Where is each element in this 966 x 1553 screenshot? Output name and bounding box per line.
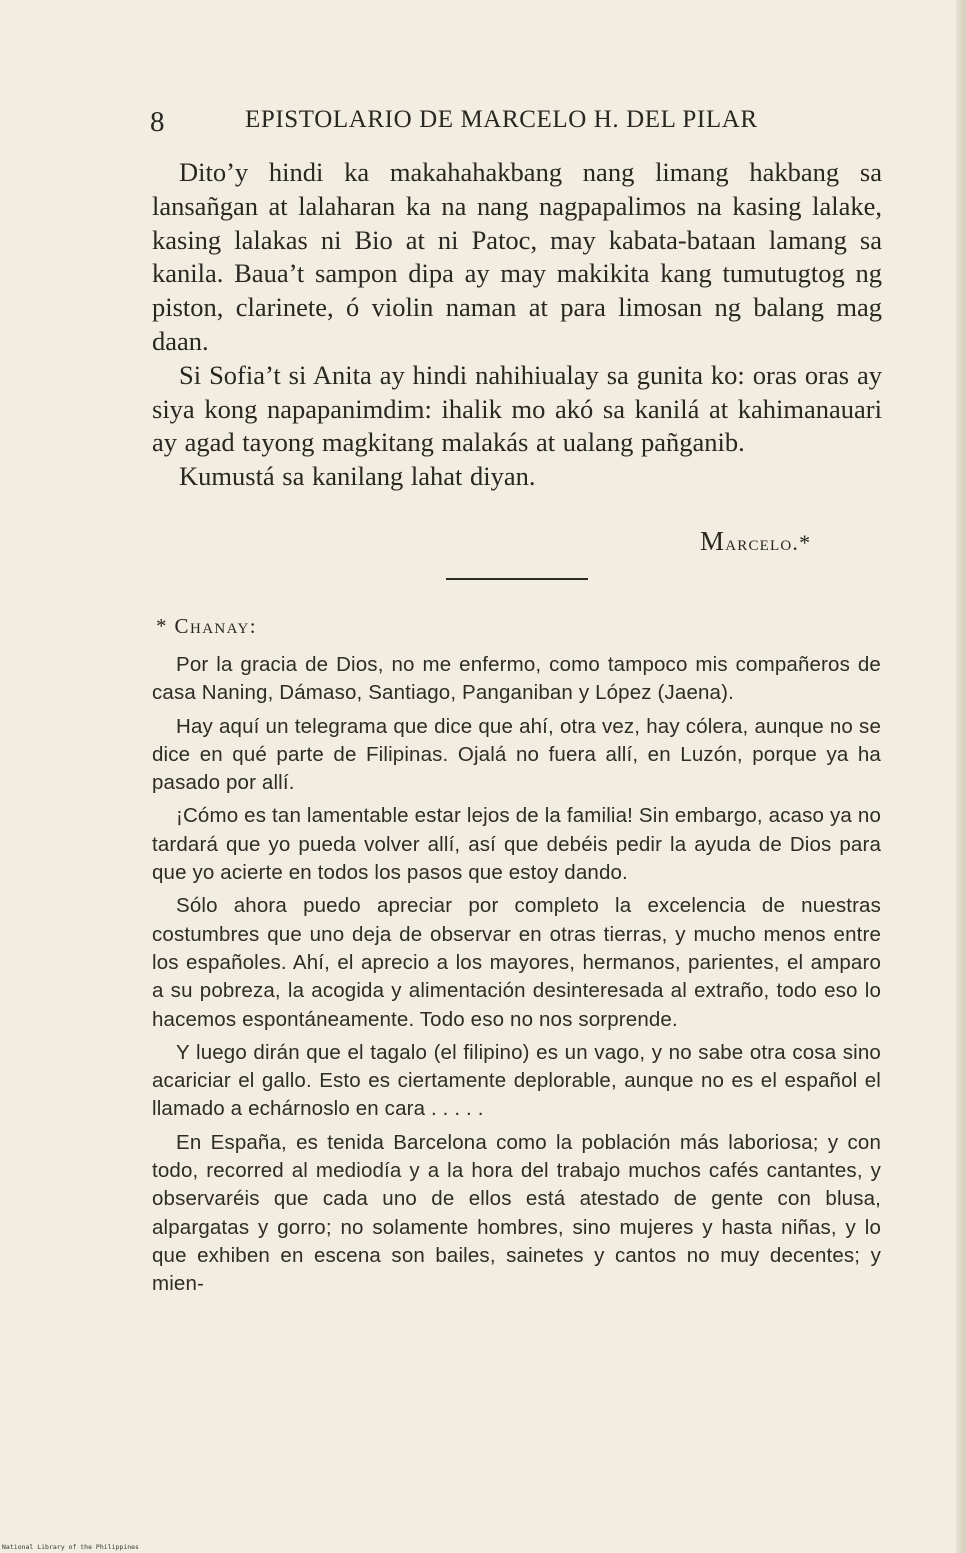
- footnote-paragraph: Sólo ahora puedo apreciar por completo la excelencia de nuestras costumbres que uno deja de observar en otras tierras, y mucho menos entre los españoles. Ahí, el aprecio a los mayores, hermanos, parientes, el amparo a su pobreza, la acogida y alimentación desinteresada al extraño, todo eso lo hacemos espontáneamente. Todo eso no nos sorprende.: [152, 894, 881, 1031]
- running-header: [150, 104, 850, 140]
- letter-paragraph: Dito’y hindi ka makahahakbang nang limang hakbang sa lansañgan at lalaharan ka na nang nagpapalimos na kasing lalake, kasing lalakas ni Bio at ni Patoc, may kabata-bataan lamang sa kanila. Baua’t sampon dipa ay may makikita kang tumutugtog ng piston, clarinete, ó violin naman at para limosan ng balang mag daan.: [152, 157, 882, 356]
- letter-paragraph: Si Sofia’t si Anita ay hindi nahihiualay sa gunita ko: oras oras ay siya kong napapanimdim: ihalik mo akó sa kanilá at kahimanauari ay agad tayong magkitang malakás at ualang pañganib.: [152, 359, 882, 458]
- letter-paragraph: Kumustá sa kanilang lahat diyan.: [179, 461, 536, 492]
- running-header-title: EPISTOLARIO DE MARCELO H. DEL PILAR: [245, 106, 758, 133]
- footnote-paragraph: ¡Cómo es tan lamentable estar lejos de la familia! Sin embargo, acaso ya no tardará que yo pueda volver allí, así que debéis pedir la ayuda de Dios para que yo acierte en todos los pasos que estoy dando.: [152, 804, 881, 885]
- library-stamp: National Library of the Philippines: [2, 1543, 139, 1551]
- footnote-divider: [446, 578, 588, 580]
- scan-edge-shadow: [956, 0, 966, 1553]
- footnote-paragraph: En España, es tenida Barcelona como la población más laboriosa; y con todo, recorred al mediodía y a la hora del trabajo muchos cafés cantantes, y observaréis que cada uno de ellos está atestado de gente con blusa, alpargatas y gorro; no solamente hombres, sino mujeres y hasta niñas, y lo que exhiben en escena son bailes, sainetes y cantos no muy decentes; y mien-: [152, 1130, 881, 1296]
- page-number: 8: [150, 106, 165, 138]
- footnote-paragraph: Hay aquí un telegrama que dice que ahí, otra vez, hay cólera, aunque no se dice en qué parte de Filipinas. Ojalá no fuera allí, en Luzón, porque ya ha pasado por allí.: [152, 714, 881, 795]
- footnote-paragraph: Por la gracia de Dios, no me enfermo, como tampoco mis compañeros de casa Naning, Dámaso, Santiago, Panganiban y López (Jaena).: [152, 653, 881, 705]
- footnote-paragraph: Y luego dirán que el tagalo (el filipino) es un vago, y no sabe otra cosa sino acariciar el gallo. Esto es ciertamente deplorable, aunque no es el español el llamado a echárnoslo en cara . . . . .: [152, 1040, 881, 1121]
- signature-initial: M: [700, 526, 726, 556]
- letter-signature: [700, 526, 880, 557]
- signature-rest: arcelo.*: [725, 530, 812, 555]
- footnote-heading: * Chanay:: [156, 614, 257, 638]
- footnote-body: [152, 651, 881, 1304]
- letter-body: [152, 156, 882, 494]
